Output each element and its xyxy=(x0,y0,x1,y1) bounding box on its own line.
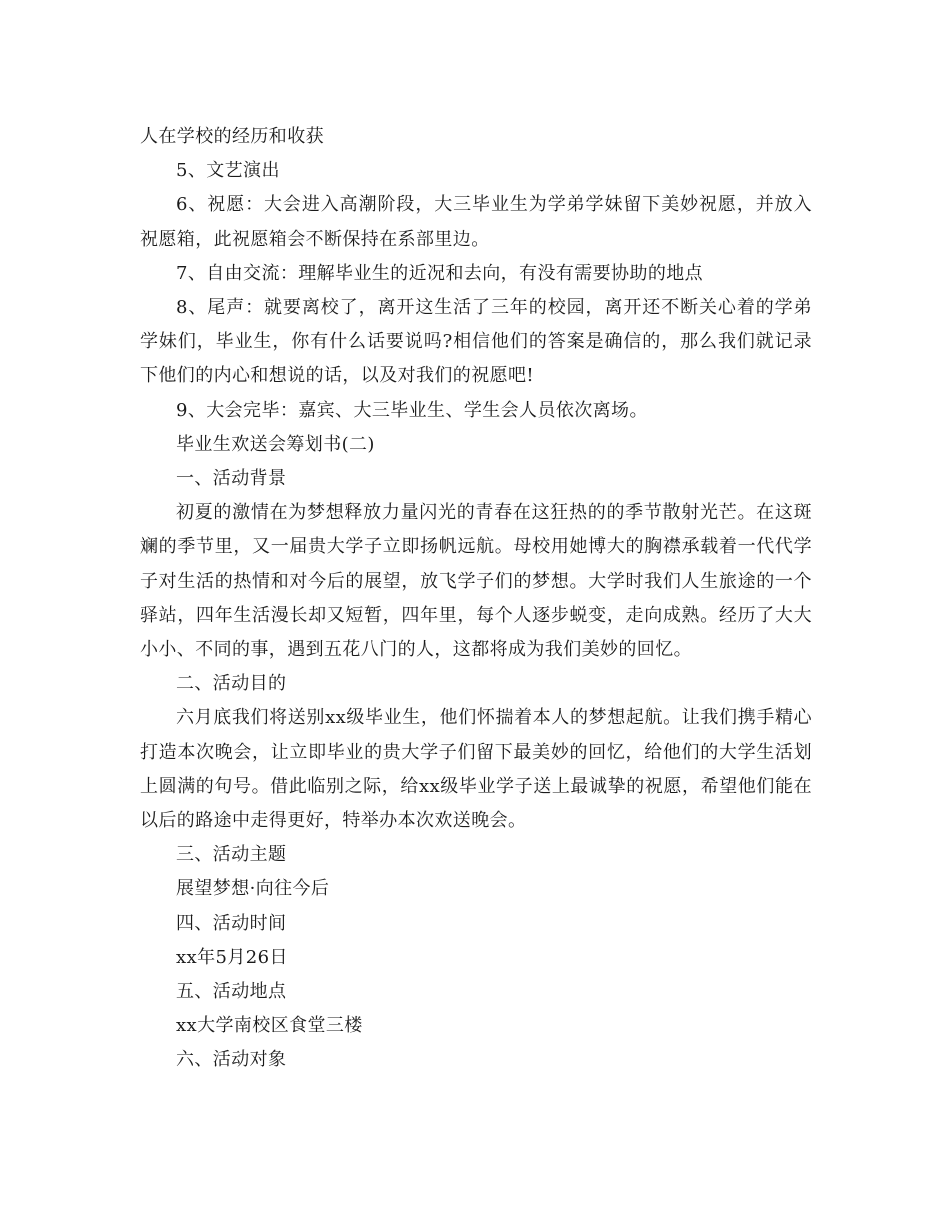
paragraph: 初夏的激情在为梦想释放力量闪光的青春在这狂热的的季节散射光芒。在这斑斓的季节里，又一届贵大学子立即扬帆远航。母校用她博大的胸襟承载着一代代学子对生活的热情和对今后的展望，放飞学子们的梦想。大学时我们人生旅途的一个驿站，四年生活漫长却又短暂，四年里，每个人逐步蜕变，走向成熟。经历了大大小小、不同的事，遇到五花八门的人，这都将成为我们美妙的回忆。 xyxy=(140,502,812,661)
paragraph: 8、尾声：就要离校了，离开这生活了三年的校园，离开还不断关心着的学弟学妹们，毕业生，你有什么话要说吗?相信他们的答案是确信的，那么我们就记录下他们的内心和想说的话，以及对我们的祝愿吧! xyxy=(140,297,812,387)
heading: 一、活动背景 xyxy=(176,468,287,490)
paragraph: 7、自由交流：理解毕业生的近况和去向，有没有需要协助的地点 xyxy=(176,262,704,284)
heading: 二、活动目的 xyxy=(176,673,287,695)
paragraph: xx大学南校区食堂三楼 xyxy=(176,1015,363,1037)
paragraph: 展望梦想·向往今后 xyxy=(176,878,330,900)
heading: 五、活动地点 xyxy=(176,981,287,1003)
paragraph: 六月底我们将送别xx级毕业生，他们怀揣着本人的梦想起航。让我们携手精心打造本次晚会，让立即毕业的贵大学子们留下最美妙的回忆，给他们的大学生活划上圆满的句号。借此临别之际，给xx级毕业学子送上最诚挚的祝愿，希望他们能在以后的路途中走得更好，特举办本次欢送晚会。 xyxy=(140,707,812,832)
paragraph: 5、文艺演出 xyxy=(176,160,280,182)
paragraph: 人在学校的经历和收获 xyxy=(140,126,324,147)
section-title: 毕业生欢送会筹划书(二) xyxy=(176,433,375,455)
document-body xyxy=(140,120,812,1078)
paragraph: 6、祝愿：大会进入高潮阶段，大三毕业生为学弟学妹留下美妙祝愿，并放入祝愿箱，此祝愿箱会不断保持在系部里边。 xyxy=(140,194,812,250)
heading: 六、活动对象 xyxy=(176,1049,287,1071)
paragraph: 9、大会完毕：嘉宾、大三毕业生、学生会人员依次离场。 xyxy=(176,399,648,421)
heading: 三、活动主题 xyxy=(176,844,287,866)
paragraph: xx年5月26日 xyxy=(176,946,288,968)
heading: 四、活动时间 xyxy=(176,912,287,934)
